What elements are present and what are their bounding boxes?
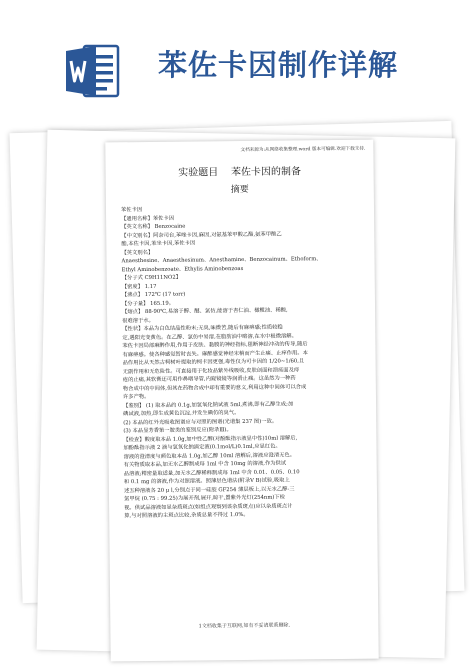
footer-notice: 1文档收集于互联网,如有不妥请联系删除.	[198, 622, 291, 630]
experiment-title: 实验题目 苯佐卡因的制备	[178, 166, 302, 179]
body-line: 【中文别名】阿奈司台,苯唑卡因,麻因,对氨基苯甲酸乙酯,氨苯甲酸乙	[121, 231, 282, 239]
body-line: 有关物质取本品,加无水乙醇制成每 1ml 中含 10mg 的溶液,作为供试	[123, 460, 287, 469]
body-line: Anaesthesine、Anaesthesinum、Anesthamine、Benzocainum、Ethoform、	[121, 256, 322, 265]
body-line: 碘试液,加热,即生成黄色沉淀,并发生碘仿的臭气。	[123, 410, 240, 418]
banner	[0, 0, 474, 128]
banner-title: 苯佐卡因制作详解	[158, 48, 399, 82]
body-line: 苯佐卡因	[120, 207, 143, 214]
body-line: (2) 本品的红外光吸收图谱应与对照的图谱(光谱集 237 图)一致。	[123, 418, 278, 426]
document-page	[105, 140, 378, 662]
body-line: 加酚酞指示液 2 滴与氢氧化钠滴定液(0.1mol/L)0.1ml,应显红色。	[123, 443, 281, 452]
body-line: 和 0.1 mg 的溶液,作为对照溶液。照薄层色谱法(附录Ⅴ B)试验,吸取上	[123, 477, 290, 486]
body-line: 视。供试品溶液如显杂质斑点(如组点观察到该杂质斑点)应以杂质斑点计	[124, 502, 293, 511]
body-line: 品溶液;精密量取适量,加无水乙醇稀释制成每 1ml 中含 0.01、0.05、0.10	[123, 468, 300, 477]
body-line: 溶液的澄清度与颜色取本品 1.0g,加乙醇 10ml 溶解后,溶液应澄清无色。	[123, 451, 296, 460]
body-line: Ethyl Aminobenzoate、Ethylis Aminobenzoas	[121, 265, 244, 273]
body-line: 【沸点】 172℃ (17 torr)	[121, 291, 186, 299]
body-line: 苯佐卡因局部麻醉作用,作用于皮肤、黏膜的神经指标,阻断神经冲动的传导,随后	[122, 341, 308, 350]
body-line: 无副作用和无危险性。可直接用于化妆品紫外线吸收,皮肤创面和溃疡面及痔	[122, 366, 300, 375]
body-line: 品作用比从天然古柯树叶提取的柯卡因更强,毒性仅为可卡因的 1/20~1/60,且	[122, 358, 305, 367]
body-line: 【英文名称】 Benzocaine	[121, 223, 186, 231]
body-line: 【通用名称】苯佐卡因	[121, 215, 175, 222]
body-line: (3) 本品显芳香第一胺类的鉴别反应(附录Ⅲ)。	[123, 427, 232, 435]
source-notice: 文档来源为:从网络收集整理.word 版本可编辑.欢迎下载支持.	[240, 146, 366, 154]
document-body	[121, 204, 364, 521]
abstract-heading: 摘要	[230, 184, 249, 196]
body-line: 【性状】本品为白色结晶性粉末;无臭,味微苦,随后有麻痹感;性质较稳	[122, 324, 283, 333]
body-line: 【分子量】 165.19。	[121, 300, 175, 307]
body-line: 很难溶于水。	[122, 317, 154, 324]
body-line: 氯甲烷 (0.75 : 99.25)为展开剂,展开,晾干,置紫外光灯(254nm)下检	[123, 494, 286, 503]
body-line: 【鉴别】 (1) 取本品约 0.1g,加氢氧化钠试液 5ml,煮沸,即有乙醇生成;加	[123, 400, 294, 409]
body-line: 定,遇阳光变黄色。在乙醇、氯仿中易溶,在脂肪油中略溶,在水中极微溶解。	[122, 332, 297, 341]
body-line: 【英文别名】	[121, 249, 154, 256]
body-line: 述五种溶液各 20 μ l,分别点于同一硅胶 GF254 薄层板上,以无水乙醇-三	[123, 485, 295, 494]
body-line: 物合成中的中间体,但其在药物合成中却有重要的意义,利用这种中间体可以合成	[122, 383, 307, 392]
body-line: 算,与对照溶液的主斑点比较,杂质总量不得过 1.0%。	[124, 511, 249, 520]
body-line: 有麻痹感。使各种感觉暂时丧失。麻醉感觉神经末梢而产生止痛、止痒作用。本	[122, 349, 308, 358]
body-line: 酯,本佐卡因,苯坐卡因,苯佐卡因	[121, 240, 196, 248]
body-line: 许多产物。	[122, 393, 150, 401]
body-line: 疮的止痛,其软膏还可用作鼻咽导管,内窥镜镜等润滑止痛。这虽然为一种药	[122, 375, 296, 384]
body-line: 【熔点】 88-90℃,易溶于醇、醚、氯仿,能溶于杏仁油、橄榄油、稀酸,	[122, 307, 288, 316]
body-line: 【分子式 C9H11NO2】	[121, 274, 182, 282]
body-line: 【检查】酸度取本品 1.0g,加中性乙醇(对酚酞指示液显中性)10ml 溶解后,	[123, 434, 298, 443]
body-line: 【密度】 1.17	[121, 283, 157, 290]
